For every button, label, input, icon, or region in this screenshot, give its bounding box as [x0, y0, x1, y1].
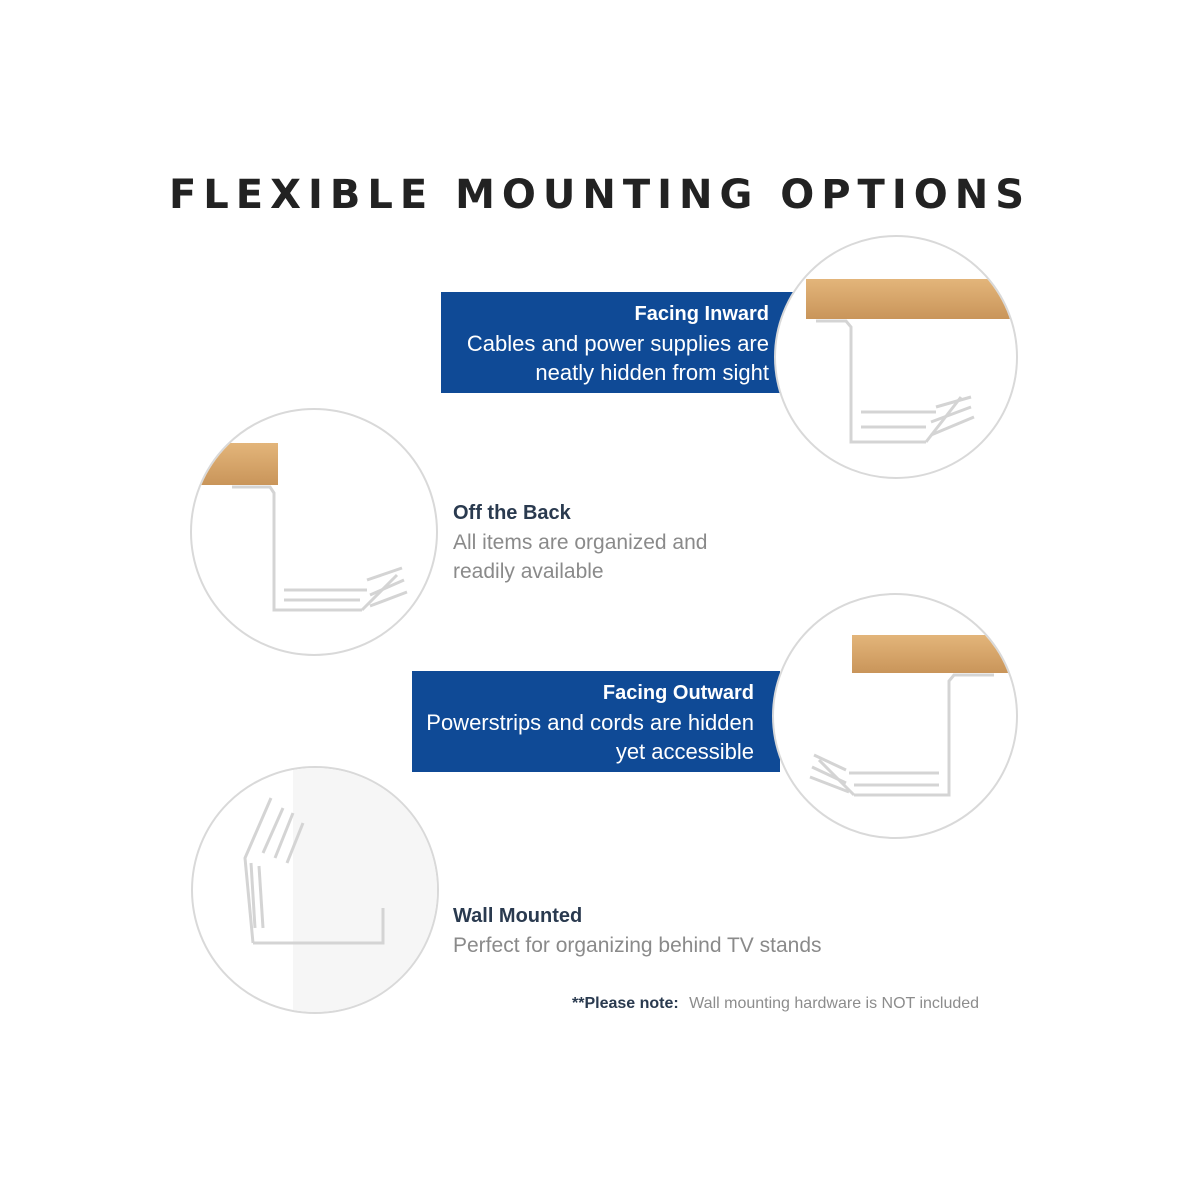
facing-outward-banner: [412, 671, 780, 772]
mounting-note: [572, 995, 979, 1013]
wall-mounted-line-1: Perfect for organizing behind TV stands: [453, 934, 822, 957]
desk-board: [806, 279, 1018, 319]
tray-wire: [232, 487, 407, 610]
wall-mounted-title: Wall Mounted: [453, 905, 583, 927]
wall-mounted-text: [453, 901, 822, 960]
facing-outward-title: Facing Outward: [602, 681, 754, 704]
facing-inward-line-2: neatly hidden from sight: [535, 359, 769, 385]
facing-outward-illustration: [772, 593, 1018, 839]
facing-inward-illustration: [774, 235, 1018, 479]
off-the-back-title: Off the Back: [453, 502, 571, 524]
off-the-back-illustration: [190, 408, 438, 656]
tray-wire: [810, 675, 994, 795]
tray-wire: [816, 321, 974, 442]
desk-board: [852, 635, 1018, 673]
desk-board: [192, 443, 278, 485]
wall-surface: [293, 768, 439, 1014]
off-the-back-text: [453, 498, 707, 586]
facing-outward-line-1: Powerstrips and cords are hidden: [426, 709, 754, 735]
facing-inward-banner: [441, 292, 795, 393]
page-title: FLEXIBLE MOUNTING OPTIONS: [168, 172, 1032, 218]
note-text: Wall mounting hardware is NOT included: [689, 995, 980, 1012]
note-label: **Please note:: [572, 995, 679, 1012]
facing-inward-line-1: Cables and power supplies are: [466, 330, 769, 356]
wall-mounted-illustration: [191, 766, 439, 1014]
facing-outward-line-2: yet accessible: [615, 738, 754, 764]
facing-inward-title: Facing Inward: [634, 302, 769, 325]
off-the-back-line-2: readily available: [453, 560, 604, 583]
off-the-back-line-1: All items are organized and: [453, 531, 708, 554]
